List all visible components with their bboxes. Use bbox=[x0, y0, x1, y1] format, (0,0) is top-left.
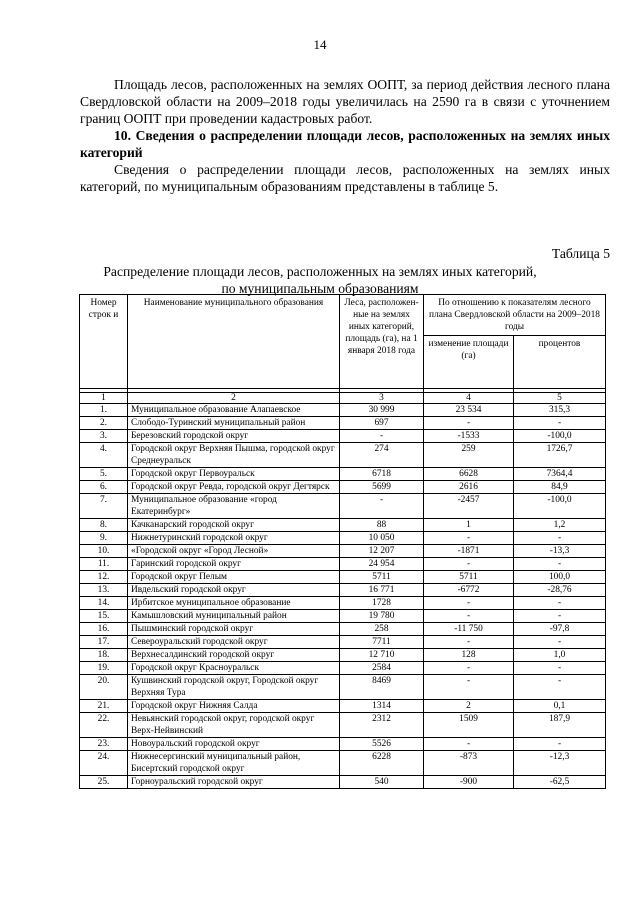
row-name: Гаринский городской округ bbox=[128, 558, 340, 571]
table-row bbox=[80, 738, 606, 751]
row-change: 6628 bbox=[424, 468, 514, 481]
row-name: Североуральский городской округ bbox=[128, 636, 340, 649]
row-number: 15. bbox=[80, 610, 128, 623]
row-percent: 1726,7 bbox=[514, 443, 606, 468]
row-percent: - bbox=[514, 417, 606, 430]
row-area: 30 999 bbox=[340, 404, 424, 417]
row-change: 5711 bbox=[424, 571, 514, 584]
row-name: Камышловский муниципальный район bbox=[128, 610, 340, 623]
table-row bbox=[80, 545, 606, 558]
row-number: 11. bbox=[80, 558, 128, 571]
row-name: Городской округ Верхняя Пышма, городской округ Среднеуральск bbox=[128, 443, 340, 468]
table-row bbox=[80, 662, 606, 675]
table-row bbox=[80, 776, 606, 789]
row-number: 5. bbox=[80, 468, 128, 481]
row-percent: - bbox=[514, 636, 606, 649]
row-area: 6718 bbox=[340, 468, 424, 481]
row-area: - bbox=[340, 430, 424, 443]
table-row bbox=[80, 494, 606, 519]
header-name: Наименование муниципального образования bbox=[128, 295, 340, 389]
row-number: 18. bbox=[80, 649, 128, 662]
row-area: 8469 bbox=[340, 675, 424, 700]
row-change: -873 bbox=[424, 751, 514, 776]
row-change: 2 bbox=[424, 700, 514, 713]
table-row bbox=[80, 584, 606, 597]
column-number: 5 bbox=[514, 393, 606, 404]
row-number: 10. bbox=[80, 545, 128, 558]
row-percent: -100,0 bbox=[514, 430, 606, 443]
row-area: 5526 bbox=[340, 738, 424, 751]
row-number: 17. bbox=[80, 636, 128, 649]
row-percent: -100,0 bbox=[514, 494, 606, 519]
header-group: По отношению к показателям лесного плана Свердловской области на 2009–2018 годы bbox=[424, 295, 606, 336]
row-percent: 0,1 bbox=[514, 700, 606, 713]
table-row bbox=[80, 443, 606, 468]
row-change: 128 bbox=[424, 649, 514, 662]
header-change: изменение площади (га) bbox=[424, 336, 514, 389]
table-row bbox=[80, 700, 606, 713]
table-row bbox=[80, 713, 606, 738]
row-area: 10 050 bbox=[340, 532, 424, 545]
row-percent: - bbox=[514, 738, 606, 751]
row-area: - bbox=[340, 494, 424, 519]
row-change: - bbox=[424, 597, 514, 610]
row-area: 258 bbox=[340, 623, 424, 636]
row-change: 2616 bbox=[424, 481, 514, 494]
row-percent: 100,0 bbox=[514, 571, 606, 584]
table-row bbox=[80, 623, 606, 636]
row-percent: -12,3 bbox=[514, 751, 606, 776]
row-name: Нижнесергинский муниципальный район, Бисертский городской округ bbox=[128, 751, 340, 776]
row-change: - bbox=[424, 675, 514, 700]
row-percent: -28,76 bbox=[514, 584, 606, 597]
row-area: 24 954 bbox=[340, 558, 424, 571]
table-row bbox=[80, 417, 606, 430]
section-heading-text: 10. Сведения о распределении площади лесов, расположенных на землях иных категорий bbox=[80, 128, 610, 160]
row-change: - bbox=[424, 662, 514, 675]
row-name: Пышминский городской округ bbox=[128, 623, 340, 636]
row-name: Городской округ Нижняя Салда bbox=[128, 700, 340, 713]
table-row bbox=[80, 519, 606, 532]
table-row bbox=[80, 468, 606, 481]
row-change: -6772 bbox=[424, 584, 514, 597]
row-change: -900 bbox=[424, 776, 514, 789]
row-percent: 1,0 bbox=[514, 649, 606, 662]
header-area: Леса, расположен-ные на землях иных категорий, площадь (га), на 1 января 2018 года bbox=[340, 295, 424, 389]
row-name: Городской округ Ревда, городской округ Дегтярск bbox=[128, 481, 340, 494]
caption bbox=[0, 246, 640, 297]
row-percent: -62,5 bbox=[514, 776, 606, 789]
row-name: Кушвинский городской округ, Городской округ Верхняя Тура bbox=[128, 675, 340, 700]
row-percent: - bbox=[514, 675, 606, 700]
row-change: - bbox=[424, 636, 514, 649]
row-name: Городской округ Пелым bbox=[128, 571, 340, 584]
caption-line-2: по муниципальным образованиям bbox=[221, 281, 419, 296]
row-name: Верхнесалдинский городской округ bbox=[128, 649, 340, 662]
row-percent: - bbox=[514, 597, 606, 610]
row-percent: 1,2 bbox=[514, 519, 606, 532]
row-number: 21. bbox=[80, 700, 128, 713]
paragraph-oopt bbox=[80, 76, 610, 127]
row-number: 9. bbox=[80, 532, 128, 545]
row-number: 13. bbox=[80, 584, 128, 597]
row-name: Горноуральский городской округ bbox=[128, 776, 340, 789]
row-number: 2. bbox=[80, 417, 128, 430]
row-number: 23. bbox=[80, 738, 128, 751]
row-name: Ирбитское муниципальное образование bbox=[128, 597, 340, 610]
row-number: 25. bbox=[80, 776, 128, 789]
row-area: 88 bbox=[340, 519, 424, 532]
row-area: 1728 bbox=[340, 597, 424, 610]
row-name: Городской округ Красноуральск bbox=[128, 662, 340, 675]
row-percent: - bbox=[514, 662, 606, 675]
row-change: -1871 bbox=[424, 545, 514, 558]
column-number: 1 bbox=[80, 393, 128, 404]
row-name: Новоуральский городской округ bbox=[128, 738, 340, 751]
row-name: Городской округ Первоуральск bbox=[128, 468, 340, 481]
table-row bbox=[80, 404, 606, 417]
table-row bbox=[80, 558, 606, 571]
column-number: 2 bbox=[128, 393, 340, 404]
row-area: 5711 bbox=[340, 571, 424, 584]
section-heading bbox=[80, 127, 610, 161]
row-change: - bbox=[424, 532, 514, 545]
row-change: 23 534 bbox=[424, 404, 514, 417]
table-row bbox=[80, 571, 606, 584]
row-percent: 315,3 bbox=[514, 404, 606, 417]
row-percent: -97,8 bbox=[514, 623, 606, 636]
table-row bbox=[80, 751, 606, 776]
row-area: 540 bbox=[340, 776, 424, 789]
row-change: 259 bbox=[424, 443, 514, 468]
row-number: 8. bbox=[80, 519, 128, 532]
row-number: 20. bbox=[80, 675, 128, 700]
row-area: 6228 bbox=[340, 751, 424, 776]
header-percent: процентов bbox=[514, 336, 606, 389]
row-change: -1533 bbox=[424, 430, 514, 443]
row-number: 14. bbox=[80, 597, 128, 610]
row-name: Нижнетуринский городской округ bbox=[128, 532, 340, 545]
row-number: 12. bbox=[80, 571, 128, 584]
row-area: 2584 bbox=[340, 662, 424, 675]
table-row bbox=[80, 636, 606, 649]
row-area: 12 710 bbox=[340, 649, 424, 662]
row-number: 16. bbox=[80, 623, 128, 636]
forest-area-table bbox=[79, 294, 606, 789]
row-name: Слободо-Туринский муниципальный район bbox=[128, 417, 340, 430]
column-number: 4 bbox=[424, 393, 514, 404]
paragraph-intro-text: Сведения о распределении площади лесов, расположенных на землях иных категорий, по муниципальным образованиям представлены в таблице 5. bbox=[80, 162, 610, 194]
row-percent: 7364,4 bbox=[514, 468, 606, 481]
paragraph-oopt-text: Площадь лесов, расположенных на землях ООПТ, за период действия лесного плана Свердловской области на 2009–2018 годы увеличилась на 2590 га в связи с уточнением границ ООПТ при проведении кадастровых работ. bbox=[80, 77, 610, 126]
table-row bbox=[80, 481, 606, 494]
row-area: 7711 bbox=[340, 636, 424, 649]
row-name: «Городской округ «Город Лесной» bbox=[128, 545, 340, 558]
row-area: 12 207 bbox=[340, 545, 424, 558]
row-number: 1. bbox=[80, 404, 128, 417]
table-row bbox=[80, 532, 606, 545]
caption-line-1: Распределение площади лесов, расположенных на землях иных категорий, bbox=[103, 264, 537, 279]
row-percent: - bbox=[514, 558, 606, 571]
table-row bbox=[80, 610, 606, 623]
row-change: -11 750 bbox=[424, 623, 514, 636]
row-change: -2457 bbox=[424, 494, 514, 519]
row-number: 7. bbox=[80, 494, 128, 519]
row-percent: -13,3 bbox=[514, 545, 606, 558]
row-change: - bbox=[424, 417, 514, 430]
row-number: 4. bbox=[80, 443, 128, 468]
row-change: - bbox=[424, 610, 514, 623]
row-area: 697 bbox=[340, 417, 424, 430]
row-percent: - bbox=[514, 532, 606, 545]
row-percent: 187,9 bbox=[514, 713, 606, 738]
row-number: 22. bbox=[80, 713, 128, 738]
table-row bbox=[80, 597, 606, 610]
page-number: 14 bbox=[313, 37, 327, 52]
header-num: Номер строк и bbox=[80, 295, 128, 389]
row-name: Муниципальное образование Алапаевское bbox=[128, 404, 340, 417]
row-name: Невьянский городской округ, городской округ Верх-Нейвинский bbox=[128, 713, 340, 738]
row-number: 24. bbox=[80, 751, 128, 776]
row-percent: 84,9 bbox=[514, 481, 606, 494]
row-name: Муниципальное образование «город Екатеринбург» bbox=[128, 494, 340, 519]
row-change: - bbox=[424, 558, 514, 571]
table-row bbox=[80, 675, 606, 700]
row-change: 1509 bbox=[424, 713, 514, 738]
table-label: Таблица 5 bbox=[551, 246, 610, 261]
row-number: 6. bbox=[80, 481, 128, 494]
row-area: 1314 bbox=[340, 700, 424, 713]
table-row bbox=[80, 649, 606, 662]
row-name: Качканарский городской округ bbox=[128, 519, 340, 532]
row-area: 274 bbox=[340, 443, 424, 468]
paragraph-intro bbox=[80, 161, 610, 195]
row-number: 19. bbox=[80, 662, 128, 675]
row-name: Березовский городской округ bbox=[128, 430, 340, 443]
row-number: 3. bbox=[80, 430, 128, 443]
row-area: 19 780 bbox=[340, 610, 424, 623]
row-area: 16 771 bbox=[340, 584, 424, 597]
column-number: 3 bbox=[340, 393, 424, 404]
row-percent: - bbox=[514, 610, 606, 623]
table-row bbox=[80, 430, 606, 443]
row-change: - bbox=[424, 738, 514, 751]
row-area: 2312 bbox=[340, 713, 424, 738]
row-area: 5699 bbox=[340, 481, 424, 494]
row-change: 1 bbox=[424, 519, 514, 532]
row-name: Ивдельский городской округ bbox=[128, 584, 340, 597]
